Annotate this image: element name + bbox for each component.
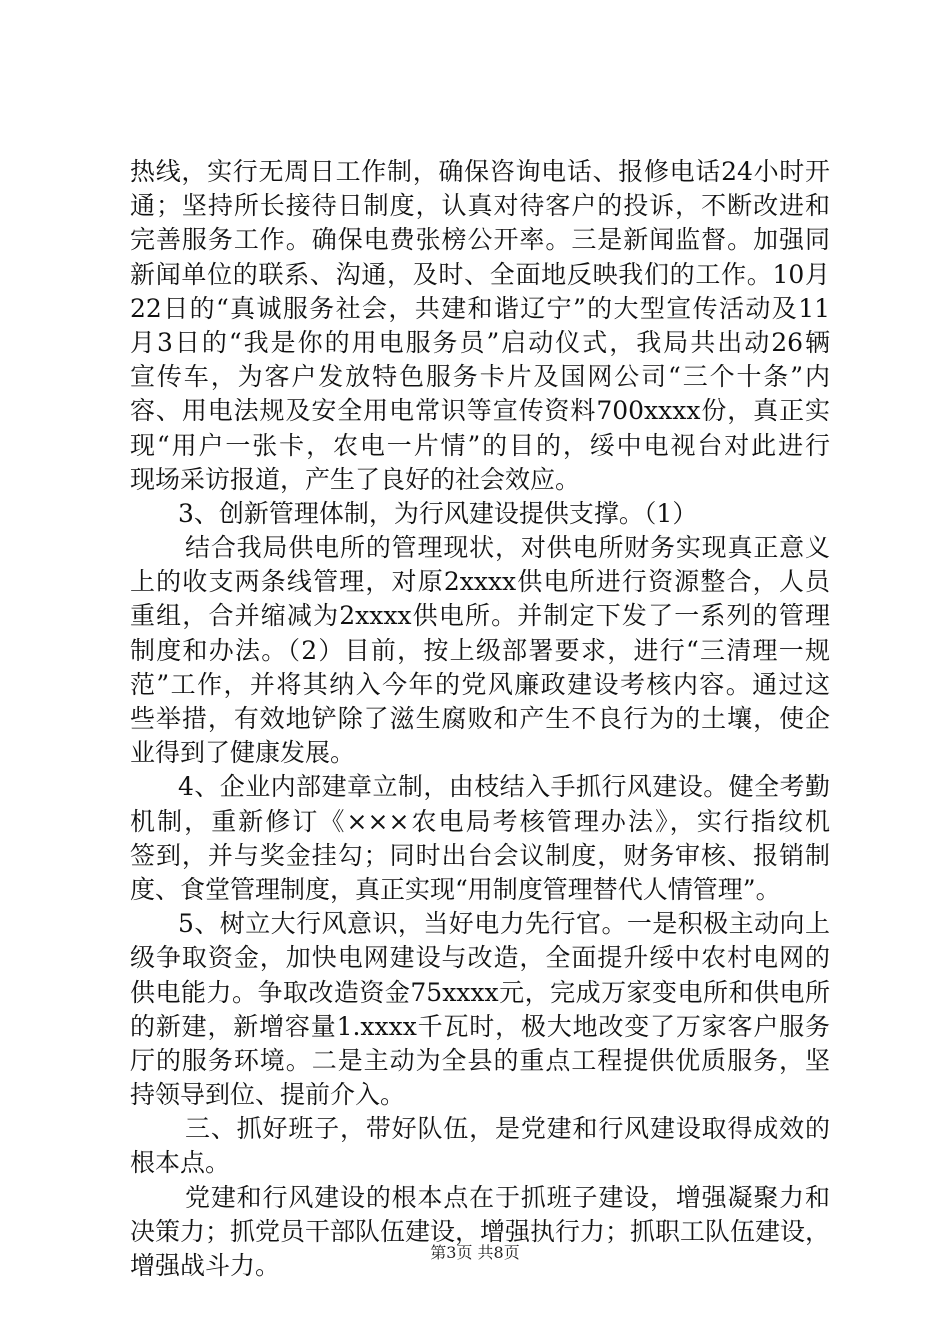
text-line: 现“用户一张卡，农电一片情”的目的，绥中电视台对此进行 <box>130 430 830 460</box>
text-line: 22日的“真诚服务社会，共建和谐辽宁”的大型宣传活动及11 <box>130 293 830 323</box>
text-line: 业得到了健康发展。 <box>130 738 356 768</box>
text-line: 的新建，新增容量1.xxxx千瓦时，极大地改变了万家客户服务 <box>130 1011 830 1041</box>
text-line: 5、树立大行风意识，当好电力先行官。一是积极主动向上 <box>178 909 830 939</box>
text-line: 制度和办法。（2）目前，按上级部署要求，进行“三清理一规 <box>130 635 830 665</box>
text-line: 4、企业内部建章立制，由枝结入手抓行风建设。健全考勤 <box>178 772 830 802</box>
text-line: 机制，重新修订《×××农电局考核管理办法》，实行指纹机 <box>130 806 830 836</box>
text-line: 新闻单位的联系、沟通，及时、全面地反映我们的工作。10月 <box>130 259 830 289</box>
text-line: 容、用电法规及安全用电常识等宣传资料700xxxx份，真正实 <box>130 396 830 426</box>
page-footer: 第3页 共8页 <box>430 1243 520 1262</box>
text-line: 持领导到位、提前介入。 <box>130 1080 406 1110</box>
text-line: 级争取资金，加快电网建设与改造，全面提升绥中农村电网的 <box>130 943 830 973</box>
text-line: 些举措，有效地铲除了滋生腐败和产生不良行为的土壤，使企 <box>130 704 830 733</box>
text-line: 供电能力。争取改造资金75xxxx元，完成万家变电所和供电所 <box>130 977 830 1007</box>
text-line: 现场采访报道，产生了良好的社会效应。 <box>130 464 581 494</box>
text-line: 签到，并与奖金挂勾；同时出台会议制度，财务审核、报销制 <box>130 840 830 870</box>
text-line: 根本点。 <box>130 1148 231 1178</box>
text-line: 决策力；抓党员干部队伍建设，增强执行力；抓职工队伍建设， <box>130 1216 831 1246</box>
text-line: 范”工作，并将其纳入今年的党风廉政建设考核内容。通过这 <box>130 669 830 699</box>
text-line: 度、食堂管理制度，真正实现“用制度管理替代人情管理”。 <box>130 874 781 904</box>
text-line: 三、抓好班子，带好队伍，是党建和行风建设取得成效的 <box>185 1114 830 1144</box>
text-line: 党建和行风建设的根本点在于抓班子建设，增强凝聚力和 <box>185 1182 830 1212</box>
text-line: 结合我局供电所的管理现状，对供电所财务实现真正意义 <box>185 533 830 563</box>
text-line: 增强战斗力。 <box>130 1251 281 1280</box>
text-line: 完善服务工作。确保电费张榜公开率。三是新闻监督。加强同 <box>130 225 830 255</box>
text-line: 厅的服务环境。二是主动为全县的重点工程提供优质服务，坚 <box>130 1045 830 1075</box>
text-line: 上的收支两条线管理，对原2xxxx供电所进行资源整合，人员 <box>130 567 830 597</box>
text-line: 月3日的“我是你的用电服务员”启动仪式，我局共出动26辆 <box>130 327 830 357</box>
text-line: 热线，实行无周日工作制，确保咨询电话、报修电话24小时开 <box>130 157 830 186</box>
text-line: 宣传车，为客户发放特色服务卡片及国网公司“三个十条”内 <box>130 362 830 392</box>
text-line: 通；坚持所长接待日制度，认真对待客户的投诉，不断改进和 <box>130 191 830 221</box>
text-line: 重组，合并缩减为2xxxx供电所。并制定下发了一系列的管理 <box>130 601 830 631</box>
document-body <box>130 155 830 1283</box>
text-line: 3、创新管理体制，为行风建设提供支撑。（1） <box>178 498 698 528</box>
